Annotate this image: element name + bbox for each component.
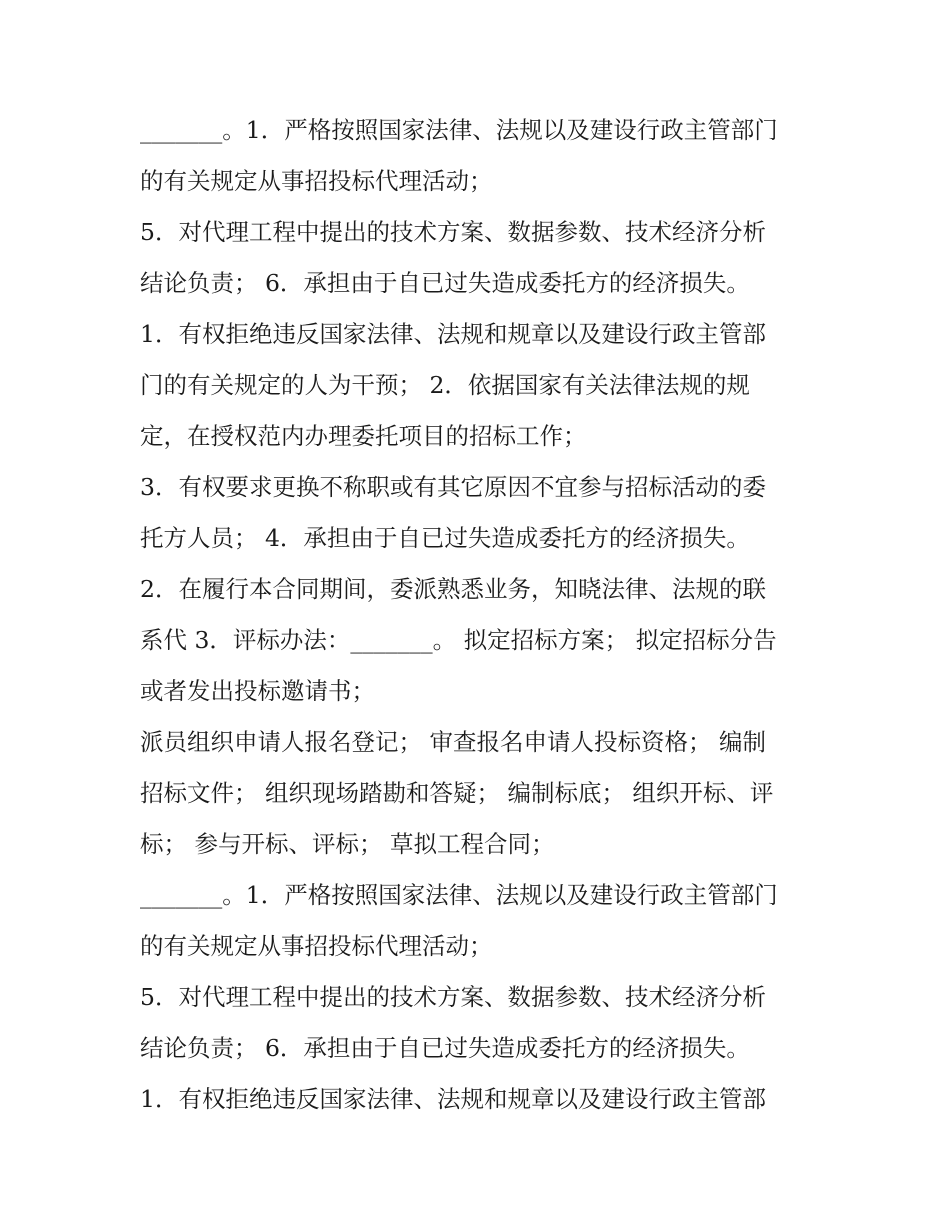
text-line-14: 招标文件； 组织现场踏勘和答疑； 编制标底； 组织开标、评 (140, 779, 774, 807)
text-line-10: 2．在履行本合同期间，委派熟悉业务，知晓法律、法规的联 (140, 575, 766, 603)
text-line-3: 5．对代理工程中提出的技术方案、数据参数、技术经济分析 (140, 218, 766, 246)
text-line-1: _______。1．严格按照国家法律、法规以及建设行政主管部门 (140, 116, 778, 144)
text-line-13: 派员组织申请人报名登记； 审查报名申请人投标资格； 编制 (140, 728, 766, 756)
text-line-19: 结论负责； 6．承担由于自已过失造成委托方的经济损失。 (140, 1034, 750, 1062)
document-body (140, 105, 830, 1125)
text-line-9: 托方人员； 4．承担由于自已过失造成委托方的经济损失。 (140, 524, 750, 552)
text-line-5: 1．有权拒绝违反国家法律、法规和规章以及建设行政主管部 (140, 320, 766, 348)
text-line-2: 的有关规定从事招投标代理活动； (140, 167, 493, 195)
text-line-16: _______。1．严格按照国家法律、法规以及建设行政主管部门 (140, 881, 778, 909)
text-line-11: 系代 3．评标办法：_______。 拟定招标方案； 拟定招标分告 (140, 626, 777, 654)
text-line-17: 的有关规定从事招投标代理活动； (140, 932, 493, 960)
text-line-7: 定，在授权范内办理委托项目的招标工作； (140, 422, 587, 450)
text-line-20: 1．有权拒绝违反国家法律、法规和规章以及建设行政主管部 (140, 1085, 766, 1113)
text-line-4: 结论负责； 6．承担由于自已过失造成委托方的经济损失。 (140, 269, 750, 297)
text-line-18: 5．对代理工程中提出的技术方案、数据参数、技术经济分析 (140, 983, 766, 1011)
text-line-8: 3．有权要求更换不称职或有其它原因不宜参与招标活动的委 (140, 473, 766, 501)
text-line-12: 或者发出投标邀请书； (140, 677, 375, 705)
text-line-6: 门的有关规定的人为干预； 2．依据国家有关法律法规的规 (140, 371, 750, 399)
text-line-15: 标； 参与开标、评标； 草拟工程合同； (140, 830, 555, 858)
